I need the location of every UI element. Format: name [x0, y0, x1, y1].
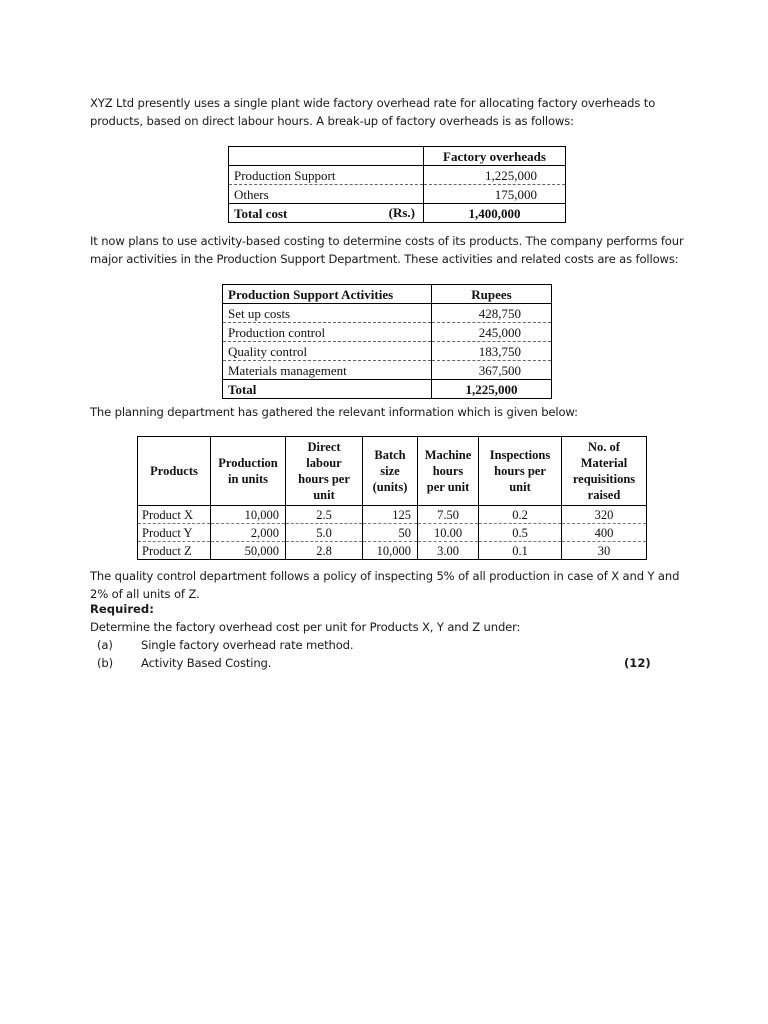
- row-label: Production control: [223, 323, 432, 342]
- total-row: [229, 204, 566, 223]
- row-label: Quality control: [223, 342, 432, 361]
- header-activities: Production Support Activities: [223, 285, 432, 304]
- item-label: (a): [97, 638, 113, 652]
- table-row: [138, 524, 647, 542]
- header-direct-labour: [286, 437, 363, 506]
- row-label: Production Support: [229, 166, 424, 185]
- marks-badge: (12): [624, 656, 651, 670]
- product-name: Product Z: [138, 542, 211, 560]
- header-line: requisitions: [572, 472, 636, 486]
- header-machine-hours: [418, 437, 479, 506]
- header-line: labour: [306, 456, 342, 470]
- total-label-cell: [229, 204, 424, 223]
- table-header-row: [229, 147, 566, 166]
- total-unit: (Rs.): [388, 205, 415, 220]
- production-units: 2,000: [211, 524, 286, 542]
- abc-line-1: It now plans to use activity-based costing to determine costs of its products. The company performs four: [90, 234, 684, 248]
- product-name: Product Y: [138, 524, 211, 542]
- quality-line-1: The quality control department follows a policy of inspecting 5% of all production in case of X and Y and: [90, 569, 680, 583]
- product-name: Product X: [138, 506, 211, 524]
- requirement-item-a: [97, 638, 353, 652]
- quality-line-2: 2% of all units of Z.: [90, 587, 200, 601]
- product-info-table: [137, 436, 647, 560]
- header-blank-cell: [229, 147, 424, 166]
- header-inspections: [479, 437, 562, 506]
- item-text: Activity Based Costing.: [141, 656, 272, 670]
- header-line: per unit: [426, 480, 470, 494]
- header-line: Batch: [374, 448, 406, 462]
- determine-instruction: Determine the factory overhead cost per unit for Products X, Y and Z under:: [90, 620, 521, 634]
- machine-hours: 3.00: [418, 542, 479, 560]
- header-line: (units): [372, 480, 408, 494]
- header-line: size: [380, 464, 400, 478]
- row-value: 428,750: [432, 304, 552, 323]
- header-line: unit: [313, 488, 335, 502]
- row-value: 175,000: [424, 185, 566, 204]
- table-row: [223, 323, 552, 342]
- required-heading: Required:: [90, 602, 154, 616]
- header-rupees: Rupees: [432, 285, 552, 304]
- abc-paragraph: [90, 232, 684, 268]
- labour-hours: 2.8: [286, 542, 363, 560]
- planning-line: The planning department has gathered the relevant information which is given below:: [90, 405, 578, 419]
- table-row: [138, 542, 647, 560]
- machine-hours: 10.00: [418, 524, 479, 542]
- header-line: Machine: [424, 448, 472, 462]
- table-row: [229, 166, 566, 185]
- header-line: hours: [432, 464, 464, 478]
- requirement-item-b: [97, 656, 271, 670]
- total-row: [223, 380, 552, 399]
- row-value: 367,500: [432, 361, 552, 380]
- factory-overheads-table: [228, 146, 566, 223]
- batch-size: 10,000: [363, 542, 418, 560]
- header-line: hours per: [494, 464, 546, 478]
- table-row: [223, 304, 552, 323]
- header-production: [211, 437, 286, 506]
- production-units: 10,000: [211, 506, 286, 524]
- row-value: 1,225,000: [424, 166, 566, 185]
- intro-paragraph: [90, 94, 680, 130]
- header-line: Production: [218, 456, 278, 470]
- total-label: Total: [223, 380, 432, 399]
- abc-line-2: major activities in the Production Support Department. These activities and related costs are as follows:: [90, 252, 679, 266]
- header-line: in units: [228, 472, 268, 486]
- table-row: [223, 361, 552, 380]
- inspection-hours: 0.1: [479, 542, 562, 560]
- machine-hours: 7.50: [418, 506, 479, 524]
- header-line: unit: [509, 480, 531, 494]
- row-label: Materials management: [223, 361, 432, 380]
- production-units: 50,000: [211, 542, 286, 560]
- table-header-row: [223, 285, 552, 304]
- labour-hours: 2.5: [286, 506, 363, 524]
- inspection-hours: 0.5: [479, 524, 562, 542]
- total-value: 1,225,000: [432, 380, 552, 399]
- table-row: [229, 185, 566, 204]
- header-line: hours per: [298, 472, 350, 486]
- requisitions: 30: [562, 542, 647, 560]
- row-value: 183,750: [432, 342, 552, 361]
- item-label: (b): [97, 656, 113, 670]
- table-header-row: [138, 437, 647, 506]
- row-label: Others: [229, 185, 424, 204]
- requisitions: 320: [562, 506, 647, 524]
- header-products: Products: [138, 437, 211, 506]
- total-label: Total cost: [234, 205, 288, 221]
- table-row: [223, 342, 552, 361]
- labour-hours: 5.0: [286, 524, 363, 542]
- quality-paragraph: [90, 567, 680, 603]
- support-activities-table: [222, 284, 552, 399]
- total-value: 1,400,000: [424, 204, 566, 223]
- header-line: raised: [587, 488, 621, 502]
- header-batch-size: [363, 437, 418, 506]
- item-text: Single factory overhead rate method.: [141, 638, 354, 652]
- table-row: [138, 506, 647, 524]
- header-line: Inspections: [489, 448, 551, 462]
- requisitions: 400: [562, 524, 647, 542]
- header-requisitions: [562, 437, 647, 506]
- batch-size: 50: [363, 524, 418, 542]
- header-line: No. of: [588, 440, 620, 454]
- header-line: Material: [580, 456, 628, 470]
- intro-line-1: XYZ Ltd presently uses a single plant wide factory overhead rate for allocating factory overheads to: [90, 96, 656, 110]
- header-factory-overheads: Factory overheads: [424, 147, 566, 166]
- planning-paragraph: [90, 403, 680, 421]
- inspection-hours: 0.2: [479, 506, 562, 524]
- intro-line-2: products, based on direct labour hours. A break-up of factory overheads is as follows:: [90, 114, 574, 128]
- batch-size: 125: [363, 506, 418, 524]
- row-value: 245,000: [432, 323, 552, 342]
- row-label: Set up costs: [223, 304, 432, 323]
- header-line: Direct: [307, 440, 341, 454]
